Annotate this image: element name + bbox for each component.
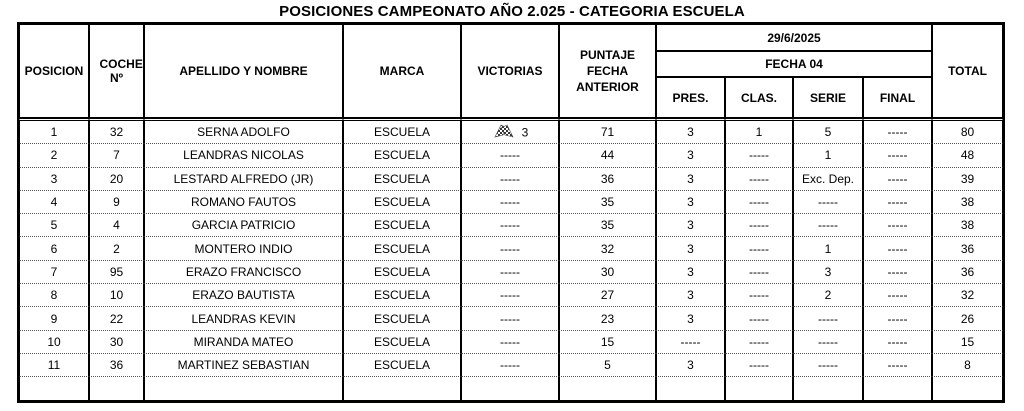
standings-table: [17, 22, 1005, 403]
cell-final: -----: [863, 118, 932, 144]
cell-serie: -----: [793, 214, 863, 237]
cell-posicion: 3: [19, 168, 89, 191]
col-header-date: 29/6/2025: [656, 24, 932, 51]
cell-total: 36: [932, 261, 1003, 284]
cell-nombre: LEANDRAS NICOLAS: [144, 144, 343, 167]
cell-final: -----: [863, 214, 932, 237]
cell-final: -----: [863, 307, 932, 330]
cell-nombre: MONTERO INDIO: [144, 237, 343, 260]
victorias-value: 3: [521, 125, 529, 140]
cell-serie: 5: [793, 118, 863, 144]
cell-coche: 4: [89, 214, 144, 237]
cell-nombre: GARCIA PATRICIO: [144, 214, 343, 237]
cell-serie: -----: [793, 191, 863, 214]
cell-coche: 20: [89, 168, 144, 191]
cell-total: 80: [932, 118, 1003, 144]
cell-posicion: 9: [19, 307, 89, 330]
cell-pres: 3: [656, 284, 725, 307]
col-header-total: TOTAL: [932, 24, 1003, 118]
cell-clas: -----: [725, 307, 793, 330]
col-header-coche: [89, 24, 144, 118]
table-row: [19, 354, 1003, 377]
cell-nombre: LEANDRAS KEVIN: [144, 307, 343, 330]
cell-coche: 9: [89, 191, 144, 214]
cell-marca: ESCUELA: [343, 214, 461, 237]
cell-posicion: 10: [19, 331, 89, 354]
cell-puntaje-anterior: 32: [559, 237, 656, 260]
cell-nombre: LESTARD ALFREDO (JR): [144, 168, 343, 191]
cell-clas: -----: [725, 168, 793, 191]
cell-puntaje-anterior: 30: [559, 261, 656, 284]
page-title: POSICIONES CAMPEONATO AÑO 2.025 - CATEGORIA ESCUELA: [279, 3, 745, 20]
cell-victorias: -----: [461, 261, 559, 284]
cell-marca: ESCUELA: [343, 331, 461, 354]
cell-pres: 3: [656, 237, 725, 260]
cell-victorias: -----: [461, 144, 559, 167]
cell-total: 32: [932, 284, 1003, 307]
cell-pres: -----: [656, 331, 725, 354]
checkered-flags-icon: [492, 124, 516, 141]
table-row: [19, 331, 1003, 354]
cell-posicion: 5: [19, 214, 89, 237]
col-header-fecha: FECHA 04: [656, 51, 932, 77]
cell-clas: -----: [725, 331, 793, 354]
col-header-posicion: POSICION: [19, 24, 89, 118]
cell-puntaje-anterior: 71: [559, 118, 656, 144]
cell-victorias: -----: [461, 214, 559, 237]
cell-pres: 3: [656, 354, 725, 377]
cell-final: -----: [863, 191, 932, 214]
cell-marca: ESCUELA: [343, 168, 461, 191]
col-header-victorias: VICTORIAS: [461, 24, 559, 118]
cell-coche: 36: [89, 354, 144, 377]
cell-total: 39: [932, 168, 1003, 191]
cell-nombre: SERNA ADOLFO: [144, 118, 343, 144]
cell-total: 36: [932, 237, 1003, 260]
cell-posicion: 6: [19, 237, 89, 260]
cell-clas: -----: [725, 214, 793, 237]
cell-total: 15: [932, 331, 1003, 354]
cell-pres: 3: [656, 307, 725, 330]
cell-clas: 1: [725, 118, 793, 144]
cell-final: -----: [863, 144, 932, 167]
cell-posicion: 4: [19, 191, 89, 214]
table-row: [19, 307, 1003, 330]
cell-posicion: 7: [19, 261, 89, 284]
cell-victorias: -----: [461, 191, 559, 214]
cell-coche: 2: [89, 237, 144, 260]
cell-pres: 3: [656, 144, 725, 167]
col-header-puntaje: [559, 24, 656, 118]
table-row: [19, 237, 1003, 260]
cell-coche: 10: [89, 284, 144, 307]
col-header-nombre: APELLIDO Y NOMBRE: [144, 24, 343, 118]
cell-coche: 32: [89, 118, 144, 144]
cell-nombre: MARTINEZ SEBASTIAN: [144, 354, 343, 377]
table-row: [19, 284, 1003, 307]
cell-posicion: 11: [19, 354, 89, 377]
cell-posicion: 1: [19, 118, 89, 144]
cell-marca: ESCUELA: [343, 261, 461, 284]
cell-marca: ESCUELA: [343, 307, 461, 330]
cell-coche: 7: [89, 144, 144, 167]
cell-pres: 3: [656, 214, 725, 237]
col-header-serie: SERIE: [793, 77, 863, 118]
cell-marca: ESCUELA: [343, 118, 461, 144]
cell-puntaje-anterior: 36: [559, 168, 656, 191]
cell-posicion: 2: [19, 144, 89, 167]
col-header-coche-label: COCHE Nº: [99, 57, 143, 85]
cell-total: 38: [932, 214, 1003, 237]
cell-total: 48: [932, 144, 1003, 167]
cell-marca: ESCUELA: [343, 144, 461, 167]
cell-final: -----: [863, 331, 932, 354]
cell-clas: -----: [725, 284, 793, 307]
col-header-pres: PRES.: [656, 77, 725, 118]
cell-victorias: -----: [461, 168, 559, 191]
cell-final: -----: [863, 237, 932, 260]
table-row: [19, 118, 1003, 144]
cell-nombre: ERAZO BAUTISTA: [144, 284, 343, 307]
cell-victorias: -----: [461, 284, 559, 307]
cell-clas: -----: [725, 354, 793, 377]
cell-clas: -----: [725, 144, 793, 167]
cell-victorias: -----: [461, 331, 559, 354]
cell-clas: -----: [725, 191, 793, 214]
cell-puntaje-anterior: 23: [559, 307, 656, 330]
cell-victorias: [461, 118, 559, 144]
cell-final: -----: [863, 261, 932, 284]
cell-coche: 95: [89, 261, 144, 284]
cell-coche: 22: [89, 307, 144, 330]
cell-marca: ESCUELA: [343, 284, 461, 307]
col-header-puntaje-label: PUNTAJE FECHA ANTERIOR: [576, 48, 639, 94]
cell-serie: -----: [793, 307, 863, 330]
cell-victorias: -----: [461, 354, 559, 377]
cell-marca: ESCUELA: [343, 354, 461, 377]
cell-pres: 3: [656, 191, 725, 214]
cell-total: 8: [932, 354, 1003, 377]
cell-total: 26: [932, 307, 1003, 330]
col-header-final: FINAL: [863, 77, 932, 118]
cell-puntaje-anterior: 44: [559, 144, 656, 167]
cell-final: -----: [863, 354, 932, 377]
cell-pres: 3: [656, 261, 725, 284]
cell-clas: -----: [725, 261, 793, 284]
cell-clas: -----: [725, 237, 793, 260]
cell-victorias: -----: [461, 237, 559, 260]
cell-marca: ESCUELA: [343, 191, 461, 214]
cell-serie: -----: [793, 354, 863, 377]
cell-serie: Exc. Dep.: [793, 168, 863, 191]
cell-puntaje-anterior: 35: [559, 214, 656, 237]
cell-puntaje-anterior: 5: [559, 354, 656, 377]
cell-nombre: ROMANO FAUTOS: [144, 191, 343, 214]
cell-puntaje-anterior: 27: [559, 284, 656, 307]
cell-pres: 3: [656, 168, 725, 191]
cell-marca: ESCUELA: [343, 237, 461, 260]
cell-victorias: -----: [461, 307, 559, 330]
cell-posicion: 8: [19, 284, 89, 307]
cell-serie: 1: [793, 237, 863, 260]
cell-puntaje-anterior: 15: [559, 331, 656, 354]
cell-coche: 30: [89, 331, 144, 354]
table-row: [19, 144, 1003, 167]
cell-pres: 3: [656, 118, 725, 144]
cell-nombre: ERAZO FRANCISCO: [144, 261, 343, 284]
cell-serie: 1: [793, 144, 863, 167]
cell-serie: 2: [793, 284, 863, 307]
cell-final: -----: [863, 168, 932, 191]
table-row-blank: [19, 377, 1003, 400]
table-row: [19, 168, 1003, 191]
col-header-marca: MARCA: [343, 24, 461, 118]
table-row: [19, 191, 1003, 214]
table-row: [19, 214, 1003, 237]
cell-total: 38: [932, 191, 1003, 214]
cell-nombre: MIRANDA MATEO: [144, 331, 343, 354]
cell-puntaje-anterior: 35: [559, 191, 656, 214]
cell-serie: 3: [793, 261, 863, 284]
cell-serie: -----: [793, 331, 863, 354]
table-row: [19, 261, 1003, 284]
col-header-clas: CLAS.: [725, 77, 793, 118]
cell-final: -----: [863, 284, 932, 307]
